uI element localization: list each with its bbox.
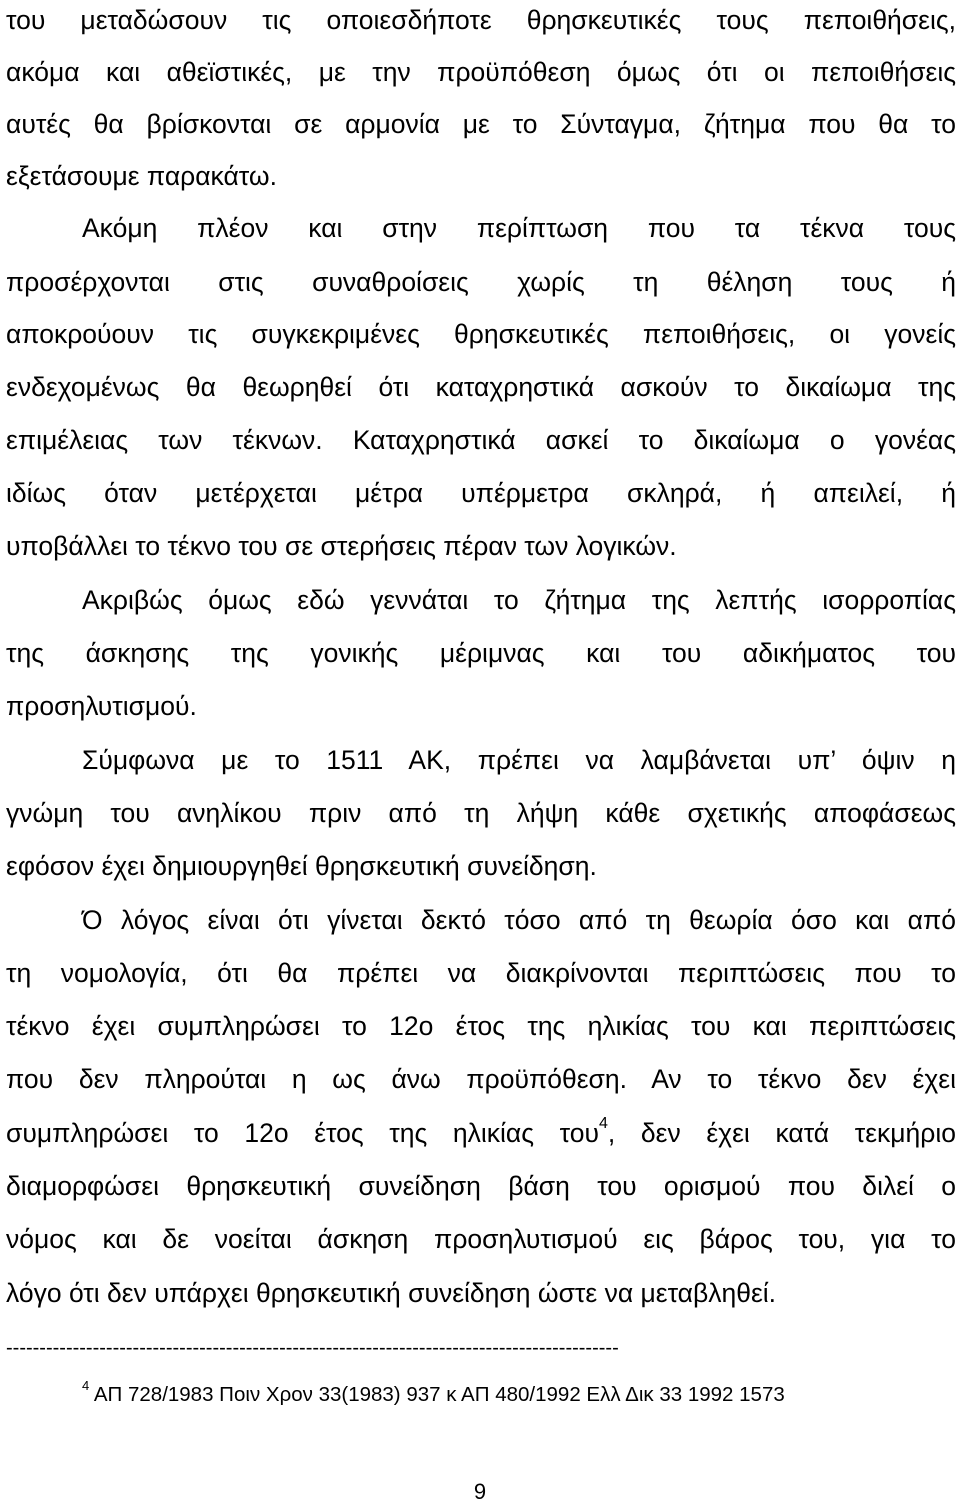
paragraph-start-line: Σύμφωνα με το 1511 ΑΚ, πρέπει να λαμβάνεται υπ’ όψιν η: [82, 745, 956, 775]
text-line: αυτές θα βρίσκονται σε αρμονία με το Σύνταγμα, ζήτημα που θα το: [6, 109, 956, 139]
text-line: αποκρούουν τις συγκεκριμένες θρησκευτικές πεποιθήσεις, οι γονείς: [6, 319, 956, 349]
footnote: [82, 1380, 785, 1410]
text-line: τη νομολογία, ότι θα πρέπει να διακρίνονται περιπτώσεις που το: [6, 958, 956, 988]
text-line: του μεταδώσουν τις οποιεσδήποτε θρησκευτικές τους πεποιθήσεις,: [6, 5, 956, 35]
text-line: ενδεχομένως θα θεωρηθεί ότι καταχρηστικά ασκούν το δικαίωμα της: [6, 372, 956, 402]
text-line: γνώμη του ανηλίκου πριν από τη λήψη κάθε σχετικής αποφάσεως: [6, 798, 956, 828]
text-line: διαμορφώσει θρησκευτική συνείδηση βάση του ορισμού που διλεί ο: [6, 1171, 956, 1201]
footnote-number: 4: [82, 1378, 90, 1394]
text-line: επιμέλειας των τέκνων. Καταχρηστικά ασκεί το δικαίωμα ο γονέας: [6, 425, 956, 455]
paragraph-start-line: Ό λόγος είναι ότι γίνεται δεκτό τόσο από τη θεωρία όσο και από: [82, 905, 956, 935]
text-line: εξετάσουμε παρακάτω.: [6, 161, 277, 191]
text-segment: συμπληρώσει το 12ο έτος της ηλικίας του: [6, 1118, 599, 1148]
footnote-text: ΑΠ 728/1983 Ποιν Χρον 33(1983) 937 κ ΑΠ 480/1992 Ελλ Δικ 33 1992 1573: [93, 1383, 785, 1406]
paragraph-start-line: Ακόμη πλέον και στην περίπτωση που τα τέκνα τους: [82, 213, 956, 243]
text-segment: , δεν έχει κατά τεκμήριο: [607, 1118, 956, 1148]
footnote-separator: --------------------------------------------------------------------------------------------: [6, 1337, 619, 1359]
text-line: λόγο ότι δεν υπάρχει θρησκευτική συνείδηση ώστε να μεταβληθεί.: [6, 1278, 777, 1308]
page-number: 9: [473, 1479, 487, 1504]
text-line: εφόσον έχει δημιουργηθεί θρησκευτική συνείδηση.: [6, 851, 597, 881]
text-line: υποβάλλει το τέκνο του σε στερήσεις πέραν των λογικών.: [6, 531, 677, 561]
text-line: προσέρχονται στις συναθροίσεις χωρίς τη θέληση τους ή: [6, 267, 956, 297]
text-line-with-footnote-ref: [6, 1113, 956, 1153]
footnote-reference[interactable]: 4: [598, 1115, 608, 1133]
text-line: νόμος και δε νοείται άσκηση προσηλυτισμού εις βάρος του, για το: [6, 1224, 956, 1254]
text-line: που δεν πληρούται η ως άνω προϋπόθεση. Αν το τέκνο δεν έχει: [6, 1064, 956, 1094]
text-line: προσηλυτισμού.: [6, 691, 197, 721]
text-line: ακόμα και αθεϊστικές, με την προϋπόθεση όμως ότι οι πεποιθήσεις: [6, 57, 956, 87]
text-line: ιδίως όταν μετέρχεται μέτρα υπέρμετρα σκληρά, ή απειλεί, ή: [6, 478, 956, 508]
text-line: της άσκησης της γονικής μέριμνας και του αδικήματος του: [6, 638, 956, 668]
paragraph-start-line: Ακριβώς όμως εδώ γεννάται το ζήτημα της λεπτής ισορροπίας: [82, 585, 956, 615]
text-line: τέκνο έχει συμπληρώσει το 12ο έτος της ηλικίας του και περιπτώσεις: [6, 1011, 956, 1041]
